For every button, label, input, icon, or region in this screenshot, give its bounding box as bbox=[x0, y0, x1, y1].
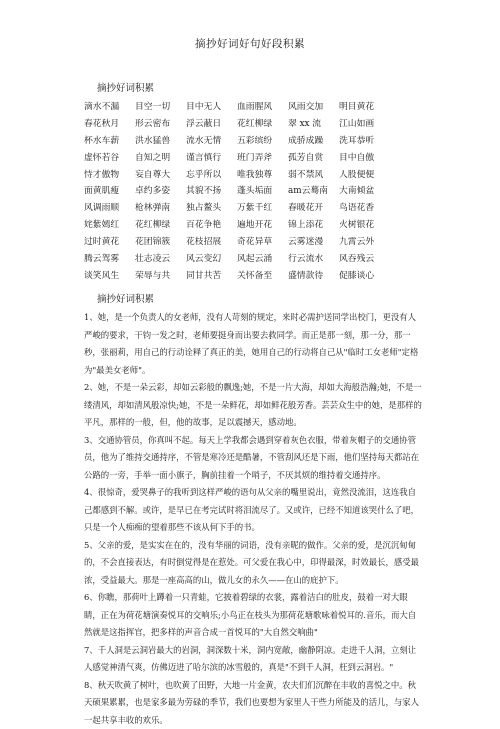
word-cell: 浮云蔽日 bbox=[186, 116, 235, 133]
paragraph: 5、父亲的爱，是实实在在的，没有华丽的词语，没有亲昵的做作。父亲的爱，是沉沉甸甸的，不会直接表达，有时倒觉得是在惹处。可父爱在我心中，印得最深，时效最长，感受最浓，受益最大。那是一座高高的山，做儿女的永久——在山的庇护下。 bbox=[84, 537, 424, 590]
word-cell: 江山如画 bbox=[339, 116, 388, 133]
word-cell: 风调雨顺 bbox=[84, 200, 133, 217]
word-cell: 风雨交加 bbox=[288, 99, 337, 116]
word-cell: 腾云驾雾 bbox=[84, 251, 133, 268]
word-cell: 其貌不扬 bbox=[186, 183, 235, 200]
word-cell: 杯水车薪 bbox=[84, 133, 133, 150]
word-cell: 班门弄斧 bbox=[237, 150, 286, 167]
paragraph: 6、你瞧，那荷叶上蹲着一只青蛙，它披着碧绿的衣裳，露着洁白的肚皮，鼓着一对大眼睛，正在为荷花塘演奏悦耳的交响乐;小鸟正在枝头为那荷花塘歌咏着悦耳的.音乐，而大自然就是这指挥官，把多样的声音合成一首悦耳的"大自然交响曲" bbox=[84, 589, 424, 642]
word-cell: 谨言慎行 bbox=[186, 150, 235, 167]
word-cell: 花团锦簇 bbox=[135, 234, 184, 251]
word-cell: 形云密布 bbox=[135, 116, 184, 133]
paragraph: 2、她，不是一朵云彩，却如云彩般的飘逸;她，不是一片大海，却如大海般浩瀚;她，不是一缕清风，却如清风般凉快;她，不是一朵鲜花，却如鲜花般芳香。芸芸众生中的她，是那样的平凡，那样的一般，但，他的故事，足以震撼天，感动地。 bbox=[84, 379, 424, 432]
word-cell: 洪水猛兽 bbox=[135, 133, 184, 150]
paragraph-list bbox=[84, 309, 424, 729]
word-cell: 谈笑风生 bbox=[84, 268, 133, 285]
word-cell: 关怀备至 bbox=[237, 268, 286, 285]
word-cell: 过时黄花 bbox=[84, 234, 133, 251]
word-cell: 风吞残云 bbox=[339, 251, 388, 268]
word-cell: 荣辱与共 bbox=[135, 268, 184, 285]
word-cell: 弱不禁风 bbox=[288, 167, 337, 184]
word-cell: 云雾迷漫 bbox=[288, 234, 337, 251]
word-cell: 卓约多姿 bbox=[135, 183, 184, 200]
word-cell: 遍地开花 bbox=[237, 217, 286, 234]
word-cell: 唯我独尊 bbox=[237, 167, 286, 184]
word-cell: 鸟语花香 bbox=[339, 200, 388, 217]
word-cell: 行云流水 bbox=[288, 251, 337, 268]
paragraph: 4、很惊奇，爱哭鼻子的我听到这样严峻的语句从父亲的嘴里说出，竟然没流泪，这连我自己都感到不解。或许，是早已在考完试时将泪流尽了。又或许，已经不知道该哭什么了吧，只是一个人痴痴的望着那些不该从何下手的书。 bbox=[84, 484, 424, 537]
word-cell: 盛情款待 bbox=[288, 268, 337, 285]
word-grid bbox=[84, 99, 388, 285]
word-cell: 风起云涌 bbox=[237, 251, 286, 268]
word-cell: 春暖花开 bbox=[288, 200, 337, 217]
word-cell: 花红柳绿 bbox=[135, 217, 184, 234]
word-cell: 锦上添花 bbox=[288, 217, 337, 234]
word-cell: 洗耳恭听 bbox=[339, 133, 388, 150]
word-cell: 枪林弹南 bbox=[135, 200, 184, 217]
word-cell: 同甘共苦 bbox=[186, 268, 235, 285]
word-cell: 目中自傲 bbox=[339, 150, 388, 167]
word-cell: 花红柳绿 bbox=[237, 116, 286, 133]
word-cell: 万紫千红 bbox=[237, 200, 286, 217]
word-cell: 明目黄花 bbox=[339, 99, 388, 116]
word-cell: 百花争艳 bbox=[186, 217, 235, 234]
paragraph: 3、交通协管员，你真叫不起。每天上学我都会遇到穿着灰色衣服，带着灰帽子的交通协管员，他为了维持交通持序，不管是寒冷还是酷暑，不管刮风还是下雨，他们坚持每天都站在公路的一旁，手举一面小旗子，胸前挂着一个哨子，不厌其烦的维持着交通持序。 bbox=[84, 432, 424, 485]
word-cell: 成骄成躁 bbox=[288, 133, 337, 150]
word-cell: 妄自尊大 bbox=[135, 167, 184, 184]
word-cell: 目空一切 bbox=[135, 99, 184, 116]
word-cell: 血雨腥风 bbox=[237, 99, 286, 116]
section-heading-paragraphs: 摘抄好词积累 bbox=[97, 291, 154, 305]
word-cell: 忘乎所以 bbox=[186, 167, 235, 184]
word-cell: am云蓦南 bbox=[288, 183, 337, 200]
word-cell: 滴水不漏 bbox=[84, 99, 133, 116]
page-title: 摘抄好词好句好段积累 bbox=[0, 36, 500, 51]
word-cell: 五彩缤纷 bbox=[237, 133, 286, 150]
word-cell: 目中无人 bbox=[186, 99, 235, 116]
word-cell: 春花秋月 bbox=[84, 116, 133, 133]
word-cell: 翠 xx 流 bbox=[288, 116, 337, 133]
paragraph: 7、千人洞是云洞岩最大的岩洞，洞深数十米，洞内宽敞，幽静阴凉。走进千人洞，立刻让人感觉神清气爽，仿佛迈进了哈尔滨的冰雪般的，真是"不到千人洞，枉到云洞岩。" bbox=[84, 642, 424, 677]
paragraph: 8、秋天吹黄了树叶，也吹黄了田野，大地一片金黄，农夫们们沉醉在丰收的喜悦之中。秋天硕果累累，也是家多最为劳碌的季节，我们也要想为家里人干些力所能及的活儿，与家人一起共享丰收的欢乐。 bbox=[84, 677, 424, 729]
word-cell: 壮志凌云 bbox=[135, 251, 184, 268]
word-cell: 火树银花 bbox=[339, 217, 388, 234]
word-cell: 独占鳌头 bbox=[186, 200, 235, 217]
word-cell: 人股便便 bbox=[339, 167, 388, 184]
word-cell: 奇花异草 bbox=[237, 234, 286, 251]
word-cell: 姹紫嫣红 bbox=[84, 217, 133, 234]
word-cell: 恃才傲物 bbox=[84, 167, 133, 184]
paragraph: 1、她，是一个负责人的女老师，没有人苛刻的规定，来时必需护送同学出校门，更没有人严峻的要求，干钧一发之时，老师要挺身而出要去救同学。而正是那一刻，那一分，那一秒，张丽莉，用自己的行动诠释了真正的美，她用自己的行动将自己从"临时工女老师"定格为"最美女老师"。 bbox=[84, 309, 424, 379]
section-heading-words: 摘抄好词积累 bbox=[97, 80, 154, 94]
word-cell: 九霄云外 bbox=[339, 234, 388, 251]
word-cell: 促膝谈心 bbox=[339, 268, 388, 285]
word-cell: 流水无情 bbox=[186, 133, 235, 150]
word-cell: 面黄肌瘦 bbox=[84, 183, 133, 200]
word-cell: 孤芳自赏 bbox=[288, 150, 337, 167]
word-cell: 风云变幻 bbox=[186, 251, 235, 268]
word-cell: 花枝招展 bbox=[186, 234, 235, 251]
word-cell: 蓬头垢面 bbox=[237, 183, 286, 200]
word-cell: 大南倾盆 bbox=[339, 183, 388, 200]
word-cell: 自知之明 bbox=[135, 150, 184, 167]
word-cell: 虚怀若谷 bbox=[84, 150, 133, 167]
